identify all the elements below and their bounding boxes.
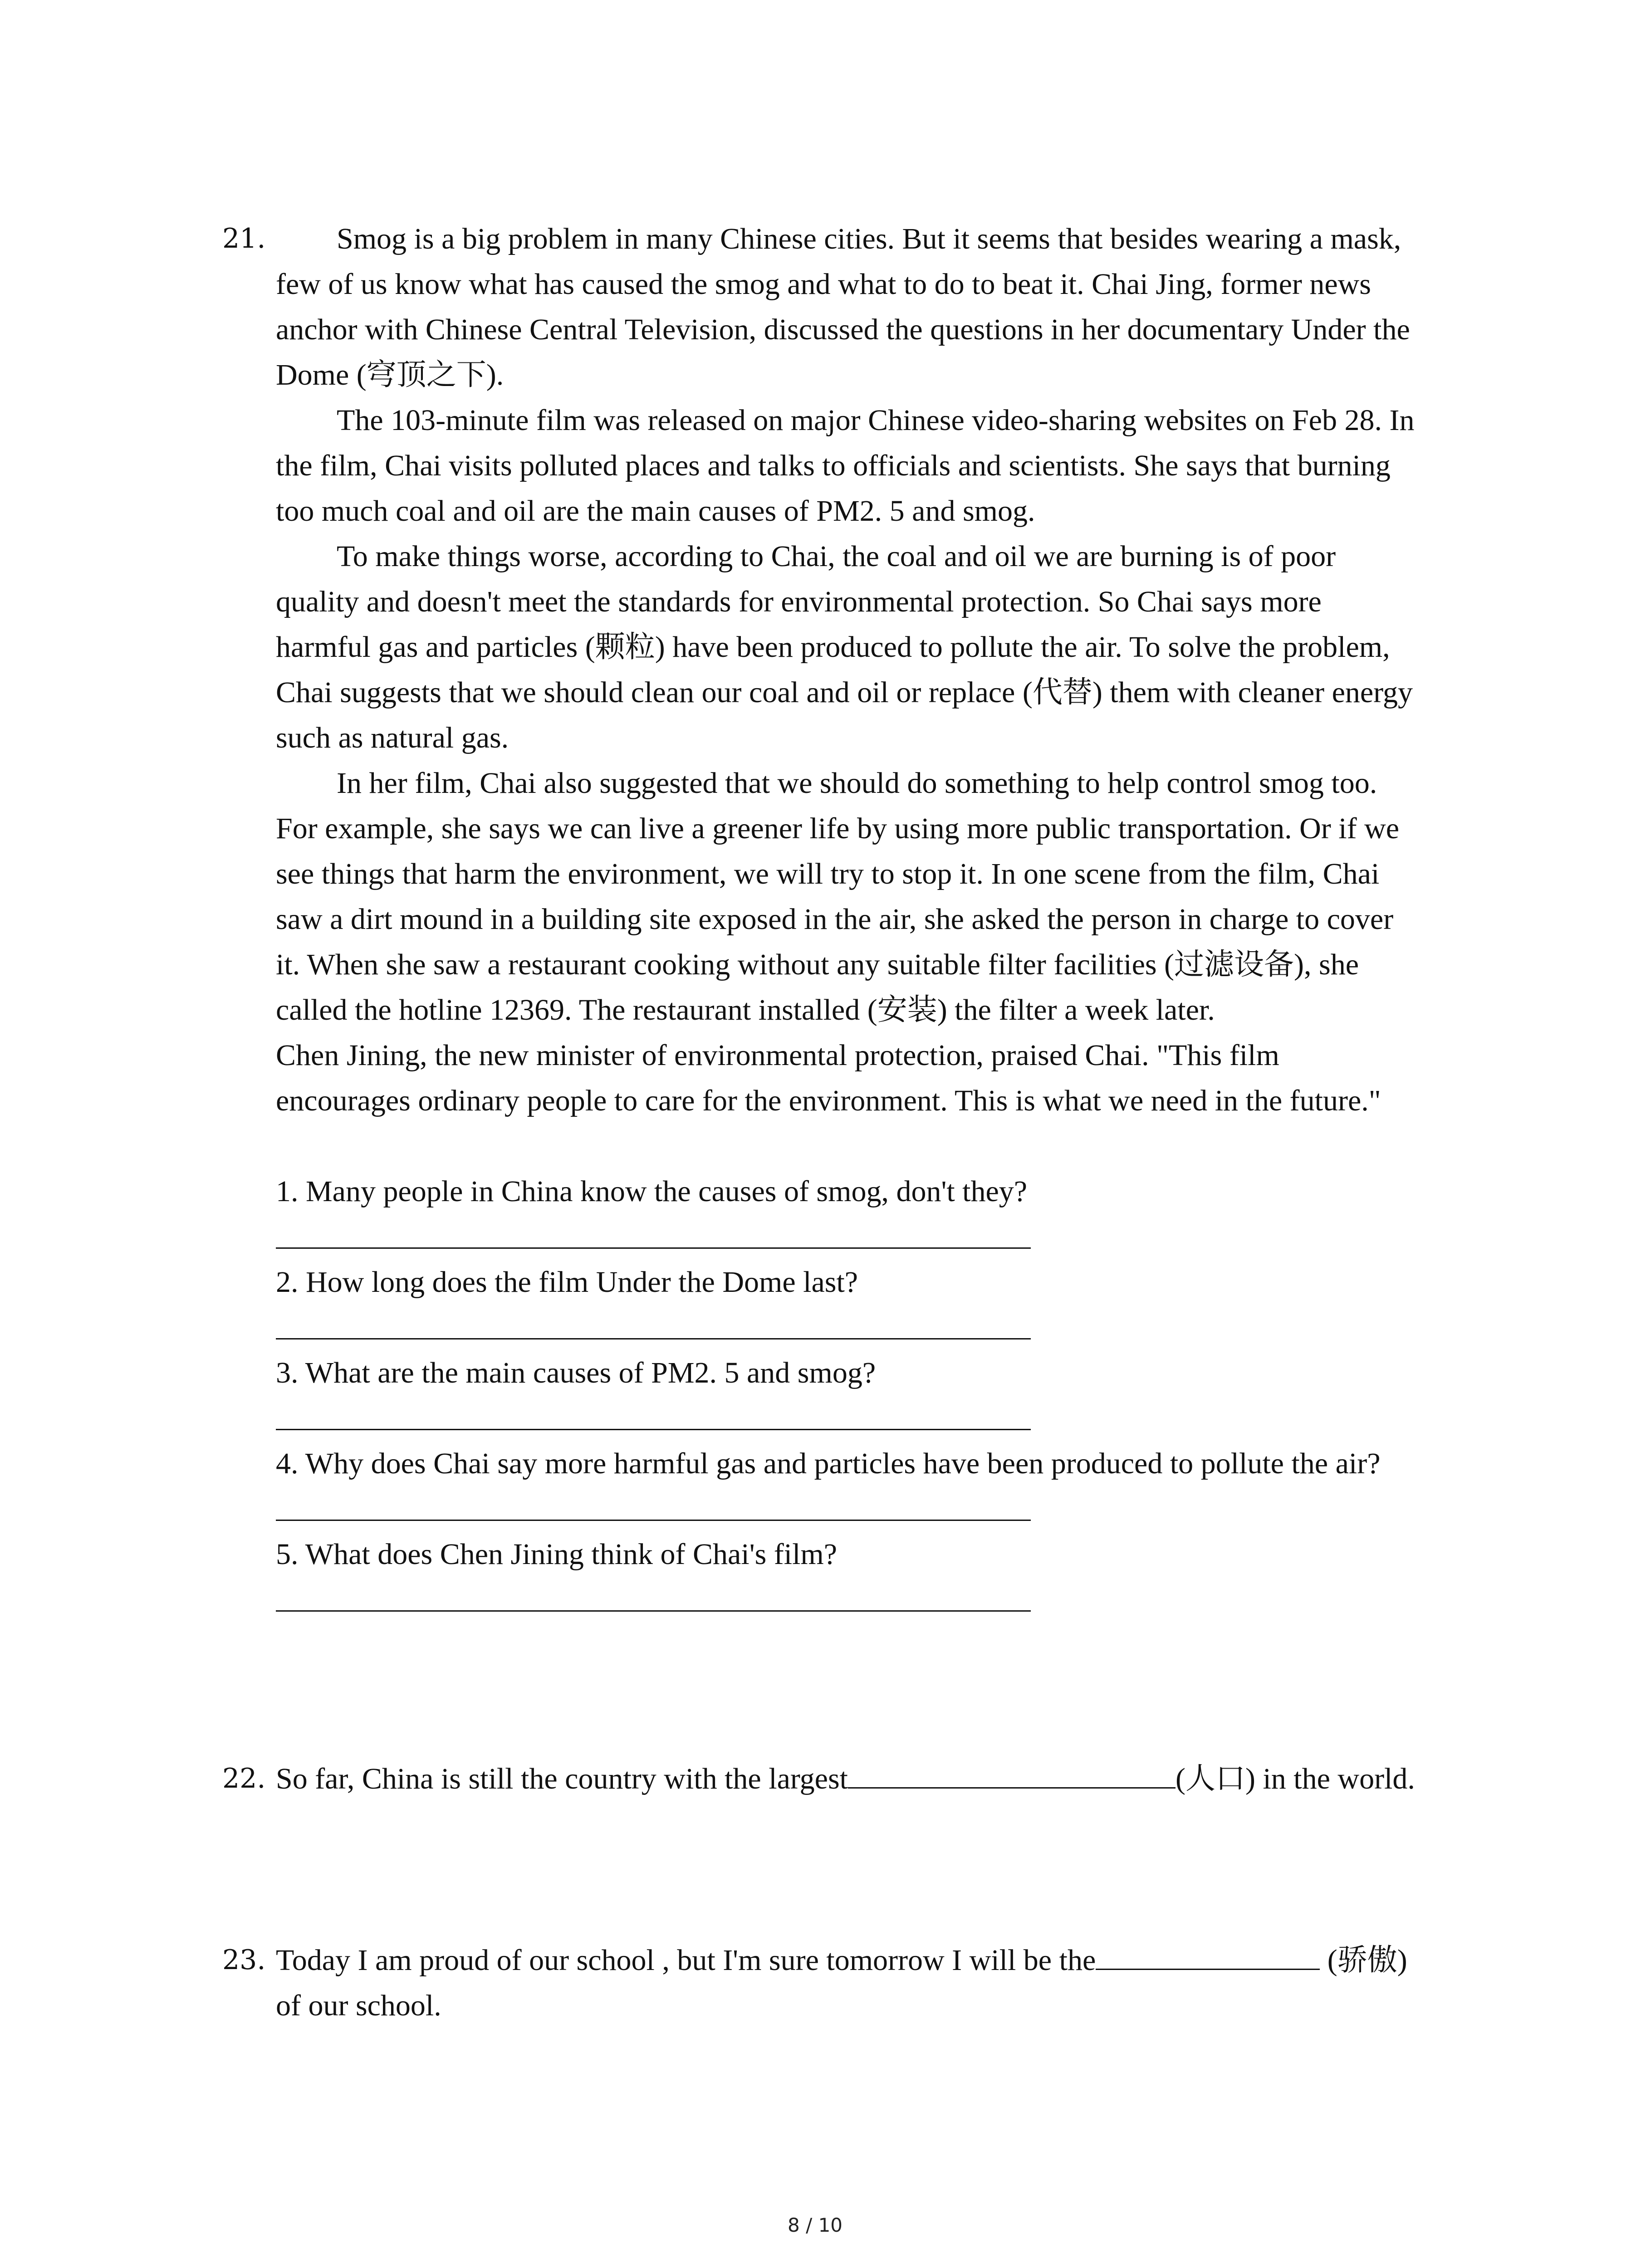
passage-line: the film, Chai visits polluted places and talks to officials and scientists. She says that burning [276, 449, 1391, 482]
passage-line: Chen Jining, the new minister of environmental protection, praised Chai. "This film [276, 1039, 1279, 1072]
passage-line: To make things worse, according to Chai, the coal and oil we are burning is of poor [337, 540, 1336, 573]
passage-line: Dome (穹顶之下). [276, 358, 504, 391]
fill-in-blank[interactable] [848, 1787, 1176, 1789]
passage-line: In her film, Chai also suggested that we should do something to help control smog too. [337, 767, 1377, 800]
question-text: 4. Why does Chai say more harmful gas and particles have been produced to pollute the air? [276, 1447, 1381, 1480]
passage-line: saw a dirt mound in a building site exposed in the air, she asked the person in charge to cover [276, 903, 1394, 936]
passage-line: The 103-minute film was released on major Chinese video-sharing websites on Feb 28. In [337, 404, 1415, 437]
sentence-text: So far, China is still the country with the largest [276, 1762, 848, 1795]
answer-blank[interactable] [276, 1247, 1031, 1249]
passage-line: few of us know what has caused the smog and what to do to beat it. Chai Jing, former news [276, 268, 1371, 301]
sentence-text: in the world. [1255, 1762, 1415, 1795]
passage-line: such as natural gas. [276, 721, 509, 754]
passage-line: harmful gas and particles (颗粒) have been produced to pollute the air. To solve the problem, [276, 631, 1390, 664]
passage-line: anchor with Chinese Central Television, discussed the questions in her documentary Under the [276, 313, 1410, 346]
question-text: 5. What does Chen Jining think of Chai's film? [276, 1538, 838, 1571]
passage-line: Chai suggests that we should clean our coal and oil or replace (代替) them with cleaner energy [276, 676, 1413, 709]
passage-line: too much coal and oil are the main causes of PM2. 5 and smog. [276, 494, 1035, 528]
chinese-hint: (骄傲) [1320, 1944, 1407, 1977]
question-text: 2. How long does the film Under the Dome last? [276, 1266, 858, 1299]
passage-line: see things that harm the environment, we will try to stop it. In one scene from the film, Chai [276, 857, 1380, 890]
question-number-21: 21. [222, 223, 266, 254]
passage-line: Smog is a big problem in many Chinese cities. But it seems that besides wearing a mask, [337, 222, 1401, 255]
passage-line: called the hotline 12369. The restaurant installed (安装) the filter a week later. [276, 993, 1215, 1026]
fill-in-sentence [276, 1945, 1407, 1975]
sentence-text: Today I am proud of our school , but I'm sure tomorrow I will be the [276, 1944, 1096, 1977]
passage-line: For example, she says we can live a greener life by using more public transportation. Or if we [276, 812, 1400, 845]
answer-blank[interactable] [276, 1610, 1031, 1612]
question-number-23: 23. [222, 1944, 266, 1976]
passage-line: it. When she saw a restaurant cooking without any suitable filter facilities (过滤设备), she [276, 948, 1359, 981]
answer-blank[interactable] [276, 1520, 1031, 1521]
chinese-hint: (人口) [1175, 1762, 1255, 1795]
question-text: 3. What are the main causes of PM2. 5 and smog? [276, 1356, 876, 1389]
sentence-continuation: of our school. [276, 1989, 441, 2022]
answer-blank[interactable] [276, 1338, 1031, 1339]
question-text: 1. Many people in China know the causes of smog, don't they? [276, 1175, 1028, 1208]
answer-blank[interactable] [276, 1429, 1031, 1430]
fill-in-blank[interactable] [1096, 1968, 1320, 1970]
passage-line: encourages ordinary people to care for the environment. This is what we need in the future." [276, 1084, 1381, 1117]
page-number: 8 / 10 [788, 2214, 843, 2236]
question-number-22: 22. [222, 1763, 266, 1794]
fill-in-sentence [276, 1764, 1415, 1794]
passage-line: quality and doesn't meet the standards for environmental protection. So Chai says more [276, 585, 1322, 618]
